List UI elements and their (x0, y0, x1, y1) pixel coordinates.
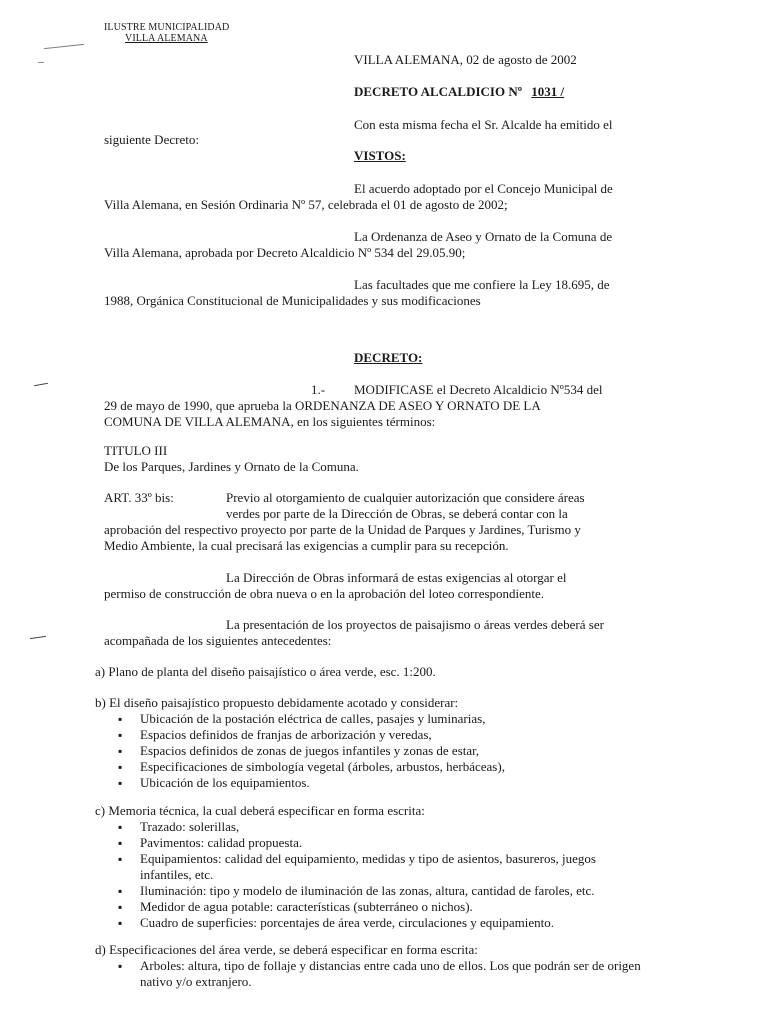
decreto-point-line: 29 de mayo de 1990, que aprueba la ORDENANZA DE ASEO Y ORNATO DE LA (104, 398, 541, 413)
bullet-item: ▪ Cuadro de superficies: porcentajes de área verde, circulaciones y equipamiento. (118, 915, 643, 931)
vistos-item-line: Villa Alemana, aprobada por Decreto Alcaldicio Nº 534 del 29.05.90; (104, 245, 466, 260)
vistos-item-line: 1988, Orgánica Constitucional de Municipalidades y sus modificaciones (104, 293, 481, 308)
article-line: acompañada de los siguientes antecedentes: (104, 633, 332, 648)
list-b-bullets (118, 711, 505, 791)
vistos-item-line: Las facultades que me confiere la Ley 18.695, de (354, 277, 610, 292)
scan-mark (44, 44, 84, 49)
place-date: VILLA ALEMANA, 02 de agosto de 2002 (354, 52, 577, 67)
titulo-subtitle: De los Parques, Jardines y Ornato de la Comuna. (104, 459, 359, 474)
bullet-item: ▪ Iluminación: tipo y modelo de iluminación de las zonas, altura, cantidad de faroles, etc. (118, 883, 643, 899)
scan-mark (38, 62, 44, 63)
bullet-item: ▪ Medidor de agua potable: características (subterráneo o nichos). (118, 899, 643, 915)
list-item-b: b) El diseño paisajístico propuesto debidamente acotado y considerar: (95, 695, 459, 710)
decree-title (354, 84, 568, 100)
intro-line: siguiente Decreto: (104, 132, 199, 147)
vistos-item-line: El acuerdo adoptado por el Concejo Municipal de (354, 181, 613, 196)
municipality-name: ILUSTRE MUNICIPALIDAD (104, 22, 230, 33)
list-d-bullets (118, 958, 643, 990)
municipality-header (104, 22, 229, 44)
bullet-item: ▪ Ubicación de los equipamientos. (118, 775, 505, 791)
vistos-item-line: La Ordenanza de Aseo y Ornato de la Comuna de (354, 229, 613, 244)
decreto-point-line: COMUNA DE VILLA ALEMANA, en los siguientes términos: (104, 414, 436, 429)
bullet-item: ▪ Pavimentos: calidad propuesta. (118, 835, 643, 851)
list-item-a: a) Plano de planta del diseño paisajístico o área verde, esc. 1:200. (95, 664, 436, 679)
decree-label: DECRETO ALCALDICIO Nº (354, 84, 523, 99)
bullet-item: ▪ Especificaciones de simbología vegetal (árboles, arbustos, herbáceas), (118, 759, 505, 775)
bullet-item: ▪ Equipamientos: calidad del equipamiento, medidas y tipo de asientos, basureros, juegos infantiles, etc. (118, 851, 643, 883)
article-line: Medio Ambiente, la cual precisará las exigencias a cumplir para su recepción. (104, 538, 509, 553)
decree-number: 1031 / (531, 84, 565, 99)
bullet-item: ▪ Arboles: altura, tipo de follaje y distancias entre cada uno de ellos. Los que podrán ser de origen nativo y/o extranjero. (118, 958, 643, 990)
article-line: aprobación del respectivo proyecto por parte de la Unidad de Parques y Jardines, Turismo y (104, 522, 581, 537)
article-line: La presentación de los proyectos de paisajismo o áreas verdes deberá ser (226, 617, 604, 632)
scan-mark (30, 636, 46, 639)
article-line: La Dirección de Obras informará de estas exigencias al otorgar el (226, 570, 567, 585)
decreto-point-number: 1.- (311, 382, 326, 397)
article-line: permiso de construcción de obra nueva o en la aprobación del loteo correspondiente. (104, 586, 545, 601)
article-line: verdes por parte de la Dirección de Obras, se deberá contar con la (226, 506, 568, 521)
bullet-item: ▪ Ubicación de la postación eléctrica de calles, pasajes y luminarias, (118, 711, 505, 727)
bullet-item: ▪ Trazado: solerillas, (118, 819, 643, 835)
list-item-d: d) Especificaciones del área verde, se deberá especificar en forma escrita: (95, 942, 478, 957)
bullet-item: ▪ Espacios definidos de zonas de juegos infantiles y zonas de estar, (118, 743, 505, 759)
scan-mark (34, 383, 48, 386)
decreto-point-line: MODIFICASE el Decreto Alcaldicio Nº534 del (354, 382, 603, 397)
titulo-title: TITULO III (104, 443, 168, 458)
list-c-bullets (118, 819, 643, 931)
decreto-heading: DECRETO: (354, 350, 423, 365)
vistos-heading: VISTOS: (354, 148, 406, 163)
municipality-city: VILLA ALEMANA (125, 33, 208, 44)
vistos-item-line: Villa Alemana, en Sesión Ordinaria Nº 57, celebrada el 01 de agosto de 2002; (104, 197, 508, 212)
list-item-c: c) Memoria técnica, la cual deberá especificar en forma escrita: (95, 803, 425, 818)
article-label: ART. 33º bis: (104, 490, 174, 505)
bullet-item: ▪ Espacios definidos de franjas de arborización y veredas, (118, 727, 505, 743)
article-line: Previo al otorgamiento de cualquier autorización que considere áreas (226, 490, 585, 505)
intro-line: Con esta misma fecha el Sr. Alcalde ha emitido el (354, 117, 613, 132)
